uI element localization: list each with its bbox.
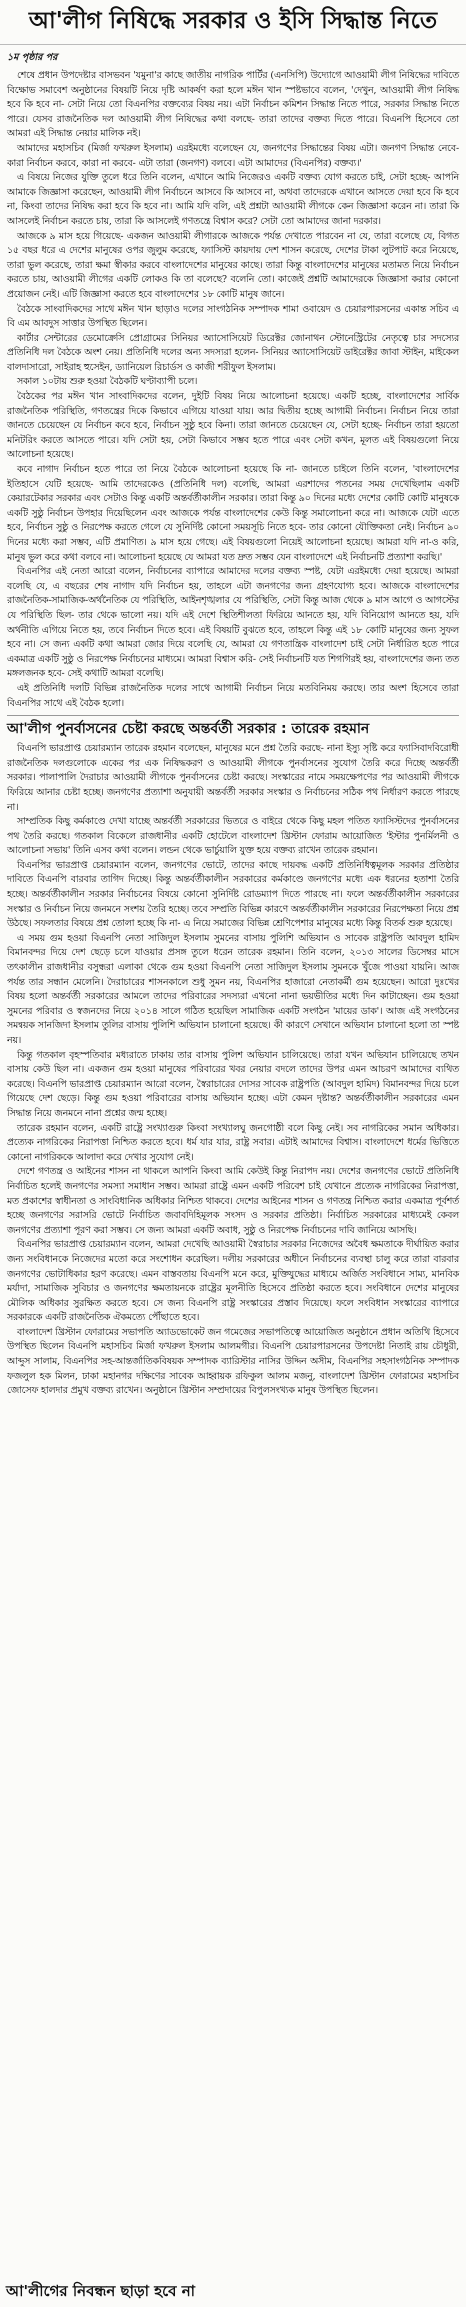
- paragraph: বিএনপির ভারপ্রাপ্ত চেয়ারম্যান বলেন, আমরা দেখেছি আওয়ামী স্বৈরাচার সরকার নিজেদের অবৈধ ক্ষমতাকে দীর্ঘায়িত করার জন্য সংবিধানকে নিজেদের মতো করে সংশোধন করেছিল। দলীয় সরকারের অধীনে নির্বাচনের ব্যবস্থা চালু করে তারা বারবার জনগণের ভোটাধিকার হরণ করেছে। এমন বাস্তবতায় বিএনপি মনে করে, মুক্তিযুদ্ধের মাধ্যমে অর্জিত সংবিধানে সাম্য, মানবিক মর্যাদা, সামাজিক সুবিচার ও জনগণের ক্ষমতায়নকে রাষ্ট্রের মূলনীতি হিসেবে প্রতিষ্ঠা করতে হবে। সংবিধানে দেশের মানুষের মৌলিক অধিকার সুরক্ষিত করতে হবে। সে জন্য বিএনপি রাষ্ট্র সংস্কারের প্রস্তাব দিয়েছে। ফলে সংবিধান সংস্কারের ব্যাপারে সরকারকে একটি রাজনৈতিক ঐকমত্যে পৌঁছাতে হবে।: [7, 1239, 459, 1324]
- paragraph: এ সময় গুম হওয়া বিএনপি নেতা সাজিদুল ইসলাম সুমনের বাসায় পুলিশি অভিযান ও সাবেক রাষ্ট্রপতি আবদুল হামিদ বিমানবন্দর দিয়ে দেশ ছেড়ে চলে যাওয়ার প্রসঙ্গ তুলে ধরেন তারেক রহমান। তিনি বলেন, ২০১৩ সালের ডিসেম্বর মাসে তৎকালীন রাজধানীর বসুন্ধরা এলাকা থেকে গুম হওয়া বিএনপি নেতা সাজিদুল ইসলাম সুমনকে খুঁজে পাওয়া যায়নি। আজ পর্যন্ত তার সন্ধান মেলেনি। দৈরাচারের শাসনকালে শুধু সুমন নয়, বিএনপির হাজারো নেতাকর্মী গুম হয়েছেন। আরো দুঃখের বিষয় হলো অন্তর্বর্তী সরকারের আমলে তাদের পরিবারের সদস্যরা এখনো নানা ভয়ভীতির মধ্যে দিন কাটাচ্ছেন। গুম হওয়া সুমনের পরিবার ও স্বজনদের নিয়ে ২০১৪ সালে গঠিত হয়েছিল সামাজিক একটি সংগঠন 'মায়ের ডাক'। আজ এই সংগঠনের সমন্বয়ক সানজিদা ইসলাম তুলির বাসায় পুলিশি অভিযান চালানো হয়েছে। কী কারণে সেখানে অভিযান চালানো হলো তা স্পষ্ট নয়।: [7, 932, 459, 1046]
- paragraph: বিএনপির এই নেতা আরো বলেন, নির্বাচনের ব্যাপারে আমাদের দলের বক্তব্য স্পষ্ট, যেটা এরইমধ্যে দেয়া হয়েছে। আমরা বলেছি যে, এ বছরের শেষ নাগাদ যদি নির্বাচন হয়, তাহলে এটা জনগণের জন্য গ্রহণযোগ্য হবে। আজকে বাংলাদেশের রাজনৈতিক-সামাজিক-অর্থনৈতিক যে পরিস্থিতি, আইনশৃঙ্খলার যে পরিস্থিতি, সেটা কিন্তু আজ থেকে ৯ মাস আগে ও আগস্টের যে পরিস্থিতি ছিল- তার থেকে ভালো নয়। যদি এই দেশে স্থিতিশীলতা ফিরিয়ে আনতে হয়, যদি বিনিয়োগ আনতে হয়, যদি অর্থনীতি এগিয়ে নিতে হয়, তবে নির্বাচন দিতে হবে। এই বিষয়টি বুঝতে হবে, তাহলে কিন্তু এই ১৮ কোটি মানুষের জন্য সুফল হবে না। সে জন্য একটি কথা আমরা জোর দিয়ে বলেছি যে, আমরা যে গণতান্ত্রিক বাংলাদেশ চাই সেটা নির্ধারিত হতে পারে একমাত্র একটি সুষ্ঠু ও নিরপেক্ষ নির্বাচনের মাধ্যমে। আমরা বিশ্বাস করি- সেই নির্বাচনটি যত শিগগিরই হয়, বাংলাদেশের জন্য তত মঙ্গলজনক হবে- সেই কথাটি আমরা বলেছি।: [7, 566, 459, 680]
- paragraph: এই প্রতিনিধি দলটি বিভিন্ন রাজনৈতিক দলের সাথে আগামী নির্বাচন নিয়ে মতবিনিময় করছে। তার অংশ হিসেবে তারা বিএনপির সাথে এই বৈঠক হলো।: [7, 682, 459, 709]
- article-column: [0, 45, 466, 1399]
- paragraph: কিন্তু গতকাল বৃহস্পতিবার মধ্যরাতে ঢাকায় তার বাসায় পুলিশ অভিযান চালিয়েছে। তারা যখন অভিযান চালিয়েছে তখন বাসায় কেউ ছিল না। একজন গুম হওয়া মানুষের পরিবারের খবর নেয়ার বদলে তাদের উপর এমন আচরণ আমাদের ব্যথিত করেছে। বিএনপি ভারপ্রাপ্ত চেয়ারম্যান আরো বলেন, স্বৈরাচারের দোসর সাবেক রাষ্ট্রপতি (আবদুল হামিদ) বিমানবন্দর দিয়ে চলে গিয়েছে দেশ ছেড়ে। কিন্তু গুম হওয়া পরিবারের বাসায় অভিযান হচ্ছে। এটা কেমন দৃষ্টান্ত? অন্তর্বর্তীকালীন সরকারের এমন সিদ্ধান্ত নিয়ে জনমনে নানা প্রশ্নের জন্ম হচ্ছে।: [7, 1049, 459, 1119]
- paragraph: বৈঠকে সাংবাদিকদের সাথে মঈন খান ছাড়াও দলের সাংগঠনিক সম্পাদক শামা ওবায়েদ ও চেয়ারপারসনের একান্ত সচিব এ বি এম আবদুস সাত্তার উপস্থিত ছিলেন।: [7, 303, 459, 330]
- article-headline: আ'লীগ নিষিদ্ধে সরকার ও ইসি সিদ্ধান্ত নিতে: [0, 0, 466, 45]
- paragraph: আজকে ৯ মাস হয়ে গিয়েছে- একজন আওয়ামী লীগারকে আজকে পর্যন্ত দেখাতে পারবেন না যে, তারা বলেছে যে, বিগত ১৫ বছর ধরে এ দেশের মানুষের ওপর জুলুম করেছে, ফ্যাসিস্ট কায়দায় দেশ শাসন করেছে, দেশের টাকা লুটপাট করে নিয়েছে, তারা ভুল করেছে, তারা ক্ষমা স্বীকার করবে বাংলাদেশের মানুষের কাছে। তারা কিন্তু বাংলাদেশের মানুষের মতামত নিয়ে নির্বাচন করতে চায়, আওয়ামী লীগের একটি লোকও কি তা বলেছে? বলেনি তো। কাজেই প্রশ্নটি আমাদেরকে জিজ্ঞাসা করার কোনো প্রয়োজন নেই। এটি জিজ্ঞাসা করতে হবে বাংলাদেশের ১৮ কোটি মানুষ জানে।: [7, 230, 459, 300]
- paragraph: তারেক রহমান বলেন, একটি রাষ্ট্রে সংখ্যাগুরু কিংবা সংখ্যালঘু জনগোষ্ঠী বলে কিছু নেই। সব নাগরিকের সমান অধিকার। প্রত্যেক নাগরিকের নিরাপত্তা নিশ্চিত করতে হবে। ধর্ম যার যার, রাষ্ট্র সবার। এটাই আমাদের বিশ্বাস। বাংলাদেশে ধর্মের ভিত্তিতে কোনো নাগরিককে আলাদা করে দেখার সুযোগ নেই।: [7, 1122, 459, 1163]
- paragraph: শেষে প্রধান উপদেষ্টার বাসভবন 'যমুনা'র কাছে জাতীয় নাগরিক পার্টির (এনসিপি) উদ্যোগে আওয়ামী লীগ নিষিদ্ধের দাবিতে বিক্ষোভ সমাবেশ অনুষ্ঠানের বিষয়টি নিয়ে দৃষ্টি আকর্ষণ করা হলে মঈন খান স্পষ্টভাবে বলেন, 'দেখুন, আওয়ামী লীগ নিষিদ্ধ হবে কি হবে না- সেটা নিয়ে তো বিএনপির বক্তব্যের বিষয় নয়। এটা নির্বাচন কমিশন সিদ্ধান্ত নিতে পারে, সরকার সিদ্ধান্ত নিতে পারে। যেসব রাজনৈতিক দল আওয়ামী লীগ নিষিদ্ধের কথা বলছে- তারা তাদের বক্তব্য দিতে পারে। বিএনপি হিসেবে তো আমরা এই সিদ্ধান্ত নেয়ার মালিক নই।: [7, 70, 459, 140]
- paragraph: কবে নাগাদ নির্বাচন হতে পারে তা নিয়ে বৈঠকে আলোচনা হয়েছে কি না- জানতে চাইলে তিনি বলেন, 'বাংলাদেশের ইতিহাসে যেটি হয়েছে- আমি তাদেরকেও (প্রতিনিধি দল) বলেছি, আমরা এরশাদের পতনের সময় দেখেছিলাম একটি কেয়ারটেকার সরকার এবং সেটাও কিন্তু একটি অন্তর্বর্তীকালীন সরকার। তারা কিন্তু ৯০ দিনের মধ্যে দেশের কোটি কোটি মানুষকে একটি সুষ্ঠু নির্বাচন উপহার দিয়েছিলেন এবং আজকে পর্যন্ত বাংলাদেশের কেউ কিন্তু সমালোচনা করে না। আজকে যেটা এতে হবে, নির্বাচন সুষ্ঠু ও নিরপেক্ষ করতে গেলে যে সুনির্দিষ্ট কোনো সময়সূচি নিতে হবে- তার কোনো যৌক্তিকতা নেই। নির্বাচন ৯০ দিনের মধ্যে করা সম্ভব, এটি প্রমাণিত। ৯ মাস হয়ে গেছে। এই বিষয়গুলো নিয়েই আলোচনা হয়েছে। আমরা যদি না-ও করি, মানুষ ভুল করে কথা বলবে না। আলোচনা হয়েছে যে আমরা যত দ্রুত সম্ভব যেন বাংলাদেশে এই নির্বাচনটি প্রত্যাশা করছি।': [7, 464, 459, 563]
- paragraph: সাম্প্রতিক কিছু কর্মকাণ্ডে দেখা যাচ্ছে অন্তর্বর্তী সরকারের ভিতরে ও বাইরে থেকে কিছু মহল পতিত ফ্যাসিস্টদের পুনর্বাসনের পথ তৈরি করছে। গতকাল বিকেলে রাজধানীর একটি হোটেলে বাংলাদেশ খ্রিস্টান ফোরাম আয়োজিত 'ইস্টার পুনর্মিলনী ও আলোচনা সভায়' তিনি এসব কথা বলেন। লন্ডন থেকে ভার্চুয়ালি যুক্ত হয়ে বক্তব্য রাখেন তারেক রহমান।: [7, 816, 459, 857]
- paragraph: আমাদের মহাসচিব (মির্জা ফখরুল ইসলাম) এরইমধ্যে বলেছেন যে, জনগণের সিদ্ধান্তের বিষয় এটা। জনগণ সিদ্ধান্ত নেবে- কারা নির্বাচন করবে, কারা না করবে- এটা তারা (জনগণ) বলবে। এটা আমাদের (বিএনপির) বক্তব্য।': [7, 142, 459, 169]
- paragraph: বৈঠকের পর মঈন খান সাংবাদিকদের বলেন, দুইটি বিষয় নিয়ে আলোচনা হয়েছে। একটি হচ্ছে, বাংলাদেশের সার্বিক রাজনৈতিক পরিস্থিতি, গণতন্ত্রের দিকে কিভাবে এগিয়ে যাওয়া যায়। আর দ্বিতীয় হচ্ছে আগামী নির্বাচন। নির্বাচন নিয়ে তারা জানতে চেয়েছেন যে নির্বাচন কবে হবে, নির্বাচন সুষ্ঠু হবে কিনা। তারা জানতে চেয়েছেন যে, সেটা হচ্ছে- নির্বাচন তারা হয়তো মনিটরিং করতে আসতে পারে। যদি সেটা হয়, সেটা কিভাবে সম্ভব হতে পারে এবং সেটা কখন, মূলত এই বিষয়গুলো নিয়ে আলোচনা হয়েছে।: [7, 391, 459, 461]
- paragraph: এ বিষয়ে নিজের যুক্তি তুলে ধরে তিনি বলেন, এখানে আমি নিজেরও একটি বক্তব্য যোগ করতে চাই, সেটা হচ্ছে- আপনি আমাকে জিজ্ঞাসা করেছেন, আওয়ামী লীগ নির্বাচনে আসবে কি আসবে না, অথবা তাদেরকে এখানে আসতে দেয়া হবে কি হবে না, কিংবা তাদের নিষিদ্ধ করা হবে কি হবে না। আমি যদি বলি, এই প্রশ্নটা আওয়ামী লীগকে কেন জিজ্ঞাসা করেন না। তারা কি আসলেই নির্বাচন করতে চায়, তারা কি আসলেই গণতন্ত্রে বিশ্বাস করে? সেটা তো আমাদের জানা দরকার।: [7, 172, 459, 227]
- paragraph: সকাল ১০টায় শুরু হওয়া বৈঠকটি ঘণ্টাব্যাপী চলে।: [17, 376, 198, 388]
- paragraph: বিএনপির ভারপ্রাপ্ত চেয়ারম্যান বলেন, জনগণের ভোটে, তাদের কাছে দায়বদ্ধ একটি প্রতিনিধিত্বমূলক সরকার প্রতিষ্ঠার দাবিতে বিএনপি বারবার তাগিদ দিচ্ছে। কিন্তু অন্তর্বর্তীকালীন সরকারের কর্মকাণ্ডে জনগণের মধ্যে এক ধরনের হতাশা তৈরি হচ্ছে। অন্তর্বর্তীকালীন সরকার নির্বাচনের বিষয়ে কোনো সুনির্দিষ্ট রোডম্যাপ দিতে পারছে না। ফলে অন্তর্বর্তীকালীন সরকারের সংস্কার ও নির্বাচন নিয়ে জনমনে সংশয় তৈরি হচ্ছে। তবে সম্প্রতি বিভিন্ন কারণে অন্তর্বর্তীকালীন সরকারের নিরপেক্ষতা নিয়ে প্রশ্ন উঠছে। সফলতার বিষয়ে প্রশ্ন তোলা হচ্ছে কি না- এ নিয়ে সমাজের বিভিন্ন শ্রেণিপেশার মানুষের মধ্যে কিন্তু বিতর্ক শুরু হয়েছে।: [7, 859, 459, 930]
- next-section-subhead: আ'লীগের নিবন্ধন ছাড়া হবে না: [6, 2282, 196, 2300]
- paragraph: কার্টার সেন্টারের ডেমোক্রেসি প্রোগ্রামের সিনিয়র অ্যাসোসিয়েট ডিরেক্টর জোনাথন স্টোনেস্ট্রিটের নেতৃত্বে চার সদস্যের প্রতিনিধি দল বৈঠকে অংশ নেয়। প্রতিনিধি দলের অন্য সদস্যরা হলেন- সিনিয়র অ্যাসোসিয়েট ডাইরেক্টর জাবা স্টাইন, মাইকেল বালদাসারো, সাইরাহ হুসেইন, ড্যানিয়েল রিচার্ডস ও কাজী শরীফুল ইসলাম।: [7, 332, 459, 373]
- paragraph: বাংলাদেশ খ্রিস্টান ফোরামের সভাপতি অ্যাডভোকেট জন গমেজের সভাপতিত্বে আয়োজিত অনুষ্ঠানে প্রধান অতিথি হিসেবে উপস্থিত ছিলেন বিএনপি মহাসচিব মির্জা ফখরুল ইসলাম আলমগীর। বিএনপি চেয়ারপারসনের উপদেষ্টা নিতাই রায় চৌধুরী, আব্দুস সালাম, বিএনপির সহ-আন্তর্জাতিকবিষয়ক সম্পাদক ব্যারিস্টার নাসির উদ্দিন অসীম, বিএনপির সহসাংগঠনিক সম্পাদক ফজলুল হক মিলন, ঢাকা মহানগর দক্ষিণের সাবেক আহ্বায়ক রফিকুল আলম মজনু, বাংলাদেশ খ্রিস্টান ফোরামের মহাসচিব জোসেফ হালদার প্রমুখ বক্তব্য রাখেন। অনুষ্ঠানে খ্রিস্টান সম্প্রদায়ের বিপুলসংখ্যক মানুষ উপস্থিত ছিলেন।: [7, 1326, 459, 1397]
- paragraph: দেশে গণতন্ত্র ও আইনের শাসন না থাকলে আপনি কিংবা আমি কেউই কিন্তু নিরাপদ নয়। দেশের জনগণের ভোটে প্রতিনিধি নির্বাচিত হলেই জনগণের সমস্যা সমাধান সম্ভব। আমরা রাষ্ট্রে এমন একটি পরিবেশ চাই যেখানে প্রত্যেক নাগরিকের নিরাপত্তা, মত প্রকাশের স্বাধীনতা ও সাংবিধানিক অধিকার নিশ্চিত থাকবে। দেশের আইনের শাসন ও গণতন্ত্র নিশ্চিত করার একমাত্র পূর্বশর্ত হচ্ছে জনগণের সরাসরি ভোটে নির্বাচিত জবাবদিহিমূলক সংসদ ও সরকার প্রতিষ্ঠা। নির্বাচিত সরকারের মাধ্যমেই কেবল জনগণের প্রত্যাশা পূরণ করা সম্ভব। সে জন্য আমরা একটি অবাধ, সুষ্ঠু ও নিরপেক্ষ নির্বাচনের দাবি জানিয়ে আসছি।: [7, 1166, 459, 1236]
- continuation-label: ১ম পৃষ্ঠার পর: [7, 52, 58, 63]
- section-subhead: আ'লীগ পুনর্বাসনের চেষ্টা করছে অন্তর্বর্তী সরকার : তারেক রহমান: [7, 715, 459, 739]
- paragraph: বিএনপি ভারপ্রাপ্ত চেয়ারম্যান তারেক রহমান বলেছেন, মানুষের মনে প্রশ্ন তৈরি করছে- নানা ইস্যু সৃষ্টি করে ফ্যাসিবাদবিরোধী রাজনৈতিক দলগুলোকে একের পর এক নিষিদ্ধকরণ ও আওয়ামী লীগকে পুনর্বাসনের সুযোগ তৈরি করে দিচ্ছে অন্তর্বর্তী সরকার। পালাপালি দৈরাচার আওয়ামী লীগকে পুনর্বাসনের চেষ্টা করছে। সংস্কারের নামে সময়ক্ষেপণের পর আওয়ামী লীগকে ফিরিয়ে আনার চেষ্টা হচ্ছে। জনগণের প্রত্যাশা অনুযায়ী অন্তর্বর্তী সরকার সংস্কার ও নির্বাচনের সঠিক পথ নির্ধারণ করতে পারছে না।: [7, 743, 459, 813]
